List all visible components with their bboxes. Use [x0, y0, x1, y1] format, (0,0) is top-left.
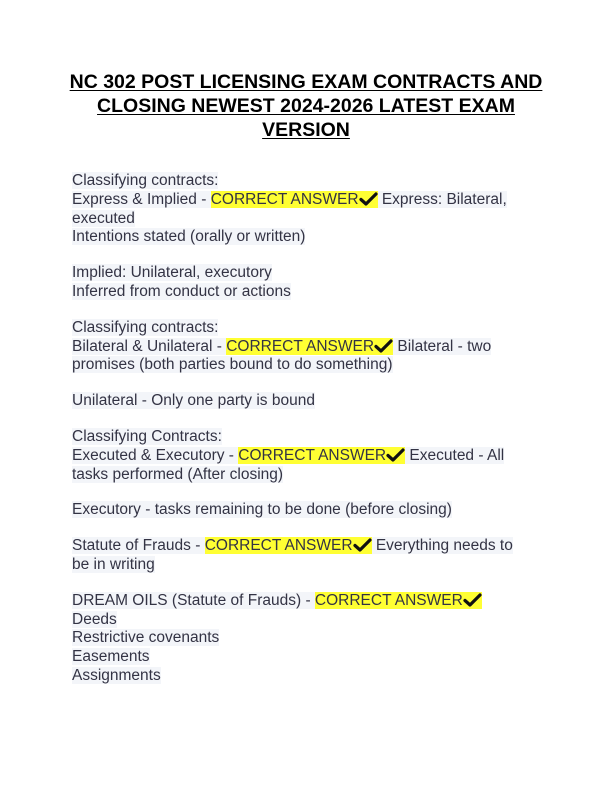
qa-heading: Classifying contracts:: [72, 172, 219, 189]
answer-line: Intentions stated (orally or written): [72, 228, 306, 246]
answer-line: tasks performed (After closing): [72, 465, 284, 483]
qa-block: [72, 172, 542, 247]
check-mark-icon: [374, 339, 393, 353]
qa-heading: Classifying Contracts:: [72, 427, 222, 445]
question-text: Bilateral & Unilateral -: [72, 337, 227, 355]
paragraph-line: Inferred from conduct or actions: [72, 282, 291, 300]
paragraph-line: Unilateral - Only one party is bound: [72, 392, 315, 410]
check-mark-icon: [386, 448, 405, 462]
qa-block: [72, 428, 542, 484]
qa-block: [72, 592, 542, 686]
document-title: NC 302 POST LICENSING EXAM CONTRACTS AND CLOSING NEWEST 2024-2026 LATEST EXAM VERSION: [69, 71, 543, 141]
question-text: DREAM OILS (Statute of Frauds) -: [72, 591, 315, 609]
paragraph-line: Executory - tasks remaining to be done (before closing): [72, 501, 452, 519]
answer-line: executed: [72, 209, 135, 227]
qa-heading: Classifying contracts:: [72, 318, 219, 336]
correct-answer-label: CORRECT ANSWER: [205, 537, 372, 554]
qa-question-line: [72, 338, 542, 357]
answer-text: Bilateral - two: [393, 337, 492, 355]
answer-line: Restrictive covenants: [72, 629, 220, 647]
document-content: [72, 172, 542, 703]
answer-text: Express: Bilateral,: [377, 190, 507, 208]
qa-block: [72, 537, 542, 575]
paragraph-block: [72, 264, 542, 302]
check-mark-icon: [353, 538, 372, 552]
answer-line: Assignments: [72, 666, 161, 684]
paragraph-block: [72, 501, 542, 520]
answer-text: Everything needs to: [371, 537, 513, 555]
qa-question-line: [72, 191, 542, 210]
answer-line: be in writing: [72, 555, 155, 573]
paragraph-block: [72, 392, 542, 411]
answer-line: promises (both parties bound to do something): [72, 356, 393, 374]
answer-text: Executed - All: [405, 446, 505, 464]
qa-question-line: [72, 537, 542, 556]
question-text: Executed & Executory -: [72, 446, 239, 464]
answer-line: Easements: [72, 648, 150, 666]
correct-answer-label: CORRECT ANSWER: [226, 338, 393, 355]
qa-block: [72, 319, 542, 375]
check-mark-icon: [359, 192, 378, 206]
correct-answer-label: CORRECT ANSWER: [238, 447, 405, 464]
qa-question-line: [72, 592, 542, 611]
correct-answer-label: CORRECT ANSWER: [315, 592, 482, 609]
qa-question-line: [72, 447, 542, 466]
question-text: Express & Implied -: [72, 190, 211, 208]
check-mark-icon: [463, 593, 482, 607]
correct-answer-label: CORRECT ANSWER: [211, 191, 378, 208]
question-text: Statute of Frauds -: [72, 537, 205, 555]
answer-line: Deeds: [72, 610, 117, 628]
paragraph-line: Implied: Unilateral, executory: [72, 264, 272, 282]
